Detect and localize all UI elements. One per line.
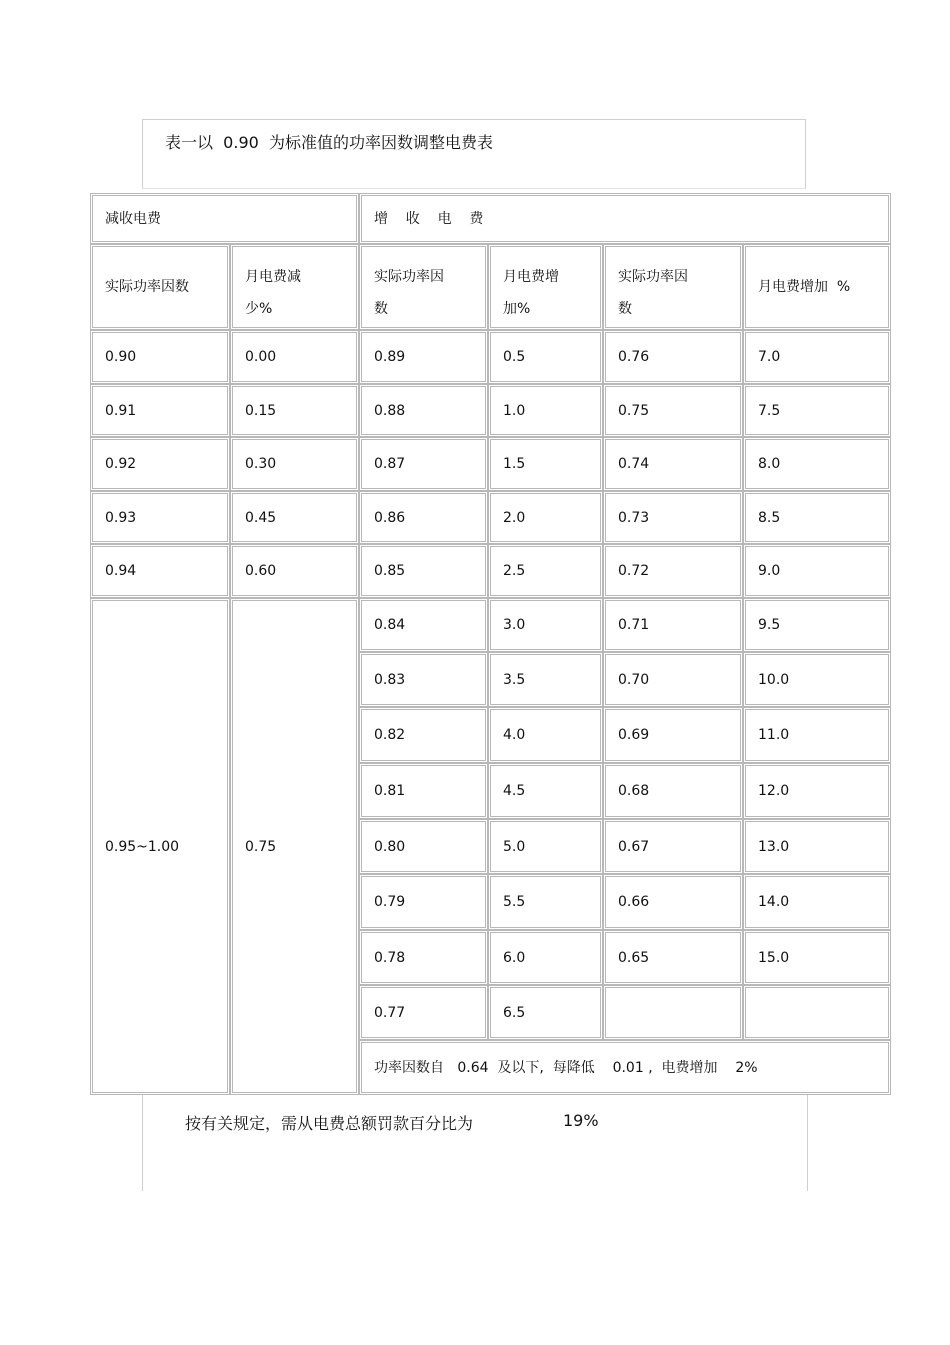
increase-factor-cell-text: 0.81 — [374, 783, 406, 799]
header-col2-line1: 月电费减 — [245, 269, 301, 285]
header-col3-text — [374, 261, 444, 325]
header-col3-line1: 实际功率因 — [374, 269, 444, 285]
increase-percent-cell-text: 8.5 — [758, 509, 781, 526]
increase-factor-cell-text: 0.73 — [618, 509, 650, 526]
reduce-factor-cell-text: 0.90 — [105, 349, 137, 365]
reduce-percent-cell — [230, 544, 359, 598]
header-col4-text — [503, 261, 559, 325]
increase-percent-cell-text: 12.0 — [758, 783, 790, 799]
increase-percent-cell-text: 14.0 — [758, 894, 790, 910]
footnote-cell — [359, 1040, 891, 1095]
increase-percent-cell-text: 7.5 — [758, 402, 781, 419]
increase-factor-cell — [603, 930, 743, 985]
header-col6 — [743, 244, 891, 330]
increase-factor-cell-text: 0.77 — [374, 1004, 406, 1021]
increase-percent-cell — [743, 437, 891, 491]
increase-factor-cell — [603, 819, 743, 874]
increase-percent-cell — [743, 819, 891, 874]
increase-percent-cell-text: 9.0 — [758, 563, 781, 579]
reduce-factor-cell-text: 0.94 — [105, 563, 137, 579]
increase-factor-cell-text: 0.65 — [618, 949, 650, 966]
increase-percent-cell — [488, 544, 603, 598]
increase-factor-cell-text: 0.89 — [374, 349, 406, 365]
increase-percent-cell — [743, 707, 891, 763]
increase-percent-cell — [488, 874, 603, 930]
increase-factor-cell — [603, 491, 743, 544]
header-col3-line2: 数 — [374, 301, 388, 317]
increase-percent-cell-text: 0.5 — [503, 349, 526, 365]
reduce-percent-cell-text: 0.60 — [245, 563, 277, 579]
increase-factor-cell-text: 0.66 — [618, 894, 650, 910]
increase-factor-cell-text: 0.88 — [374, 402, 406, 419]
increase-factor-cell — [603, 707, 743, 763]
increase-factor-cell — [603, 384, 743, 437]
increase-percent-cell — [743, 874, 891, 930]
penalty-value: 19% — [563, 1111, 599, 1130]
header-col5-text — [618, 261, 688, 325]
increase-factor-cell-text: 0.78 — [374, 949, 406, 966]
reduce-factor-cell-text: 0.93 — [105, 509, 137, 526]
increase-percent-cell — [488, 985, 603, 1040]
increase-factor-cell-text: 0.75 — [618, 402, 650, 419]
footnote-cell-text: 功率因数自 0.64 及以下, 每降低 0.01 , 电费增加 2% — [374, 1059, 758, 1076]
reduce-factor-merged-text: 0.95~1.00 — [105, 838, 180, 855]
increase-percent-cell — [743, 544, 891, 598]
increase-percent-cell — [743, 330, 891, 384]
increase-factor-cell — [603, 874, 743, 930]
increase-factor-cell-text: 0.68 — [618, 783, 650, 799]
increase-percent-cell-text: 4.0 — [503, 727, 526, 743]
increase-factor-cell-text: 0.72 — [618, 563, 650, 579]
increase-percent-cell — [488, 330, 603, 384]
reduce-factor-cell — [90, 330, 230, 384]
reduce-percent-cell — [230, 384, 359, 437]
header-col4 — [488, 244, 603, 330]
header-col4-line1: 月电费增 — [503, 269, 559, 285]
header-increase-group-text: 增 收 电 费 — [374, 210, 484, 227]
increase-factor-cell — [603, 544, 743, 598]
increase-percent-cell-text: 1.5 — [503, 456, 526, 472]
increase-percent-cell — [488, 707, 603, 763]
header-reduce-group — [90, 193, 359, 244]
increase-percent-cell-text: 5.5 — [503, 894, 526, 910]
increase-factor-cell-text: 0.69 — [618, 727, 650, 743]
increase-factor-cell-text: 0.74 — [618, 456, 650, 472]
header-col3 — [359, 244, 488, 330]
increase-factor-cell — [359, 330, 488, 384]
increase-factor-cell — [359, 874, 488, 930]
increase-percent-cell — [743, 763, 891, 819]
header-col2-line2: 少% — [245, 301, 273, 317]
increase-factor-cell — [359, 652, 488, 707]
increase-percent-cell — [488, 491, 603, 544]
increase-percent-cell — [488, 384, 603, 437]
increase-factor-cell — [359, 707, 488, 763]
increase-percent-cell — [488, 598, 603, 652]
increase-factor-cell — [603, 985, 743, 1040]
increase-percent-cell-text: 5.0 — [503, 838, 526, 855]
increase-factor-cell-text: 0.86 — [374, 509, 406, 526]
increase-factor-cell-text: 0.71 — [618, 617, 650, 633]
increase-percent-cell-text: 8.0 — [758, 456, 781, 472]
increase-percent-cell-text: 10.0 — [758, 671, 790, 688]
increase-percent-cell-text: 1.0 — [503, 402, 526, 419]
header-col5-line2: 数 — [618, 301, 632, 317]
increase-factor-cell — [603, 330, 743, 384]
increase-factor-cell — [359, 544, 488, 598]
increase-factor-cell — [603, 652, 743, 707]
increase-factor-cell-text: 0.82 — [374, 727, 406, 743]
reduce-percent-merged — [230, 598, 359, 1095]
increase-factor-cell-text: 0.85 — [374, 563, 406, 579]
increase-percent-cell-text: 4.5 — [503, 783, 526, 799]
increase-factor-cell — [603, 763, 743, 819]
header-col2-text — [245, 261, 301, 325]
increase-percent-cell-text: 11.0 — [758, 727, 790, 743]
increase-factor-cell — [359, 763, 488, 819]
header-col5 — [603, 244, 743, 330]
reduce-factor-cell — [90, 544, 230, 598]
table-caption-box — [142, 119, 806, 189]
reduce-percent-cell — [230, 330, 359, 384]
increase-percent-cell-text: 13.0 — [758, 838, 790, 855]
header-col1-text: 实际功率因数 — [105, 279, 189, 295]
increase-factor-cell-text: 0.79 — [374, 894, 406, 910]
reduce-percent-cell-text: 0.30 — [245, 456, 277, 472]
increase-factor-cell-text: 0.80 — [374, 838, 406, 855]
table-caption: 表一以 0.90 为标准值的功率因数调整电费表 — [165, 133, 493, 152]
note-box — [142, 1095, 808, 1191]
increase-factor-cell-text: 0.84 — [374, 617, 406, 633]
increase-percent-cell-text: 2.0 — [503, 509, 526, 526]
increase-factor-cell — [603, 437, 743, 491]
increase-factor-cell — [603, 598, 743, 652]
increase-factor-cell-text: 0.87 — [374, 456, 406, 472]
header-reduce-group-text: 减收电费 — [105, 210, 161, 227]
increase-percent-cell — [488, 652, 603, 707]
increase-factor-cell — [359, 437, 488, 491]
increase-factor-cell-text: 0.83 — [374, 671, 406, 688]
reduce-factor-cell-text: 0.91 — [105, 402, 137, 419]
increase-percent-cell — [743, 491, 891, 544]
increase-factor-cell-text: 0.76 — [618, 349, 650, 365]
header-col6-text: 月电费增加 % — [758, 279, 851, 295]
reduce-factor-cell — [90, 491, 230, 544]
header-col2 — [230, 244, 359, 330]
penalty-note: 按有关规定，需从电费总额罚款百分比为 — [185, 1114, 474, 1133]
reduce-factor-cell — [90, 384, 230, 437]
increase-percent-cell — [743, 598, 891, 652]
increase-percent-cell — [743, 985, 891, 1040]
increase-percent-cell — [488, 437, 603, 491]
increase-factor-cell — [359, 491, 488, 544]
reduce-percent-cell-text: 0.15 — [245, 402, 277, 419]
header-col1 — [90, 244, 230, 330]
increase-factor-cell — [359, 598, 488, 652]
header-col4-line2: 加% — [503, 301, 531, 317]
reduce-percent-cell — [230, 437, 359, 491]
increase-percent-cell — [743, 930, 891, 985]
increase-percent-cell-text: 9.5 — [758, 617, 781, 633]
increase-factor-cell — [359, 930, 488, 985]
increase-percent-cell-text: 3.0 — [503, 617, 526, 633]
increase-factor-cell — [359, 985, 488, 1040]
reduce-percent-cell-text: 0.00 — [245, 349, 277, 365]
increase-percent-cell-text: 6.5 — [503, 1004, 526, 1021]
reduce-factor-cell — [90, 437, 230, 491]
increase-factor-cell — [359, 384, 488, 437]
increase-percent-cell — [488, 930, 603, 985]
increase-percent-cell-text: 7.0 — [758, 349, 781, 365]
reduce-factor-cell-text: 0.92 — [105, 456, 137, 472]
reduce-percent-cell-text: 0.45 — [245, 509, 277, 526]
reduce-factor-merged — [90, 598, 230, 1095]
increase-factor-cell-text: 0.70 — [618, 671, 650, 688]
increase-percent-cell-text: 3.5 — [503, 671, 526, 688]
increase-percent-cell — [488, 819, 603, 874]
increase-percent-cell — [743, 384, 891, 437]
increase-percent-cell-text: 15.0 — [758, 949, 790, 966]
increase-percent-cell-text: 6.0 — [503, 949, 526, 966]
increase-percent-cell-text: 2.5 — [503, 563, 526, 579]
header-increase-group — [359, 193, 891, 244]
reduce-percent-cell — [230, 491, 359, 544]
increase-factor-cell-text: 0.67 — [618, 838, 650, 855]
header-col5-line1: 实际功率因 — [618, 269, 688, 285]
reduce-percent-merged-text: 0.75 — [245, 838, 277, 855]
increase-percent-cell — [743, 652, 891, 707]
increase-percent-cell — [488, 763, 603, 819]
increase-factor-cell — [359, 819, 488, 874]
